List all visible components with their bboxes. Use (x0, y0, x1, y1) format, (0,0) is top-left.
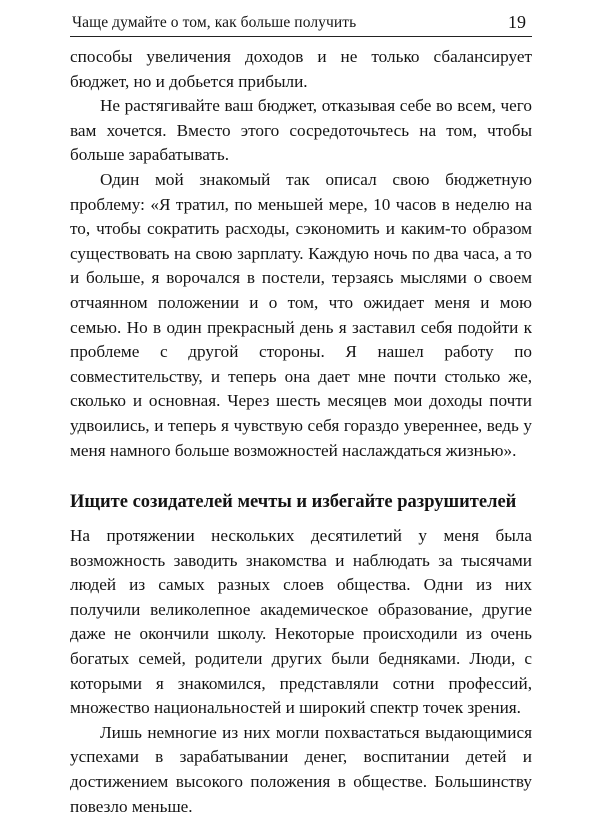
paragraph-few-succeeded: Лишь немногие из них могли похвастаться выдающимися успехами в зарабатывании денег, воспитании детей и достижением высокого положения в обществе. Большинству повезло меньше. (70, 722, 532, 816)
paragraph-continuation: способы увеличения доходов и не только сбалансирует бюджет, но и добьется прибыли. (70, 47, 532, 91)
running-header-title: Чаще думайте о том, как больше получить (72, 14, 357, 31)
book-page (70, 0, 532, 819)
paragraph-budget-advice: Не растягивайте ваш бюджет, отказывая себе во всем, чего вам хочется. Вместо этого сосредоточьтесь на том, чтобы больше зарабатывать. (70, 96, 532, 165)
paragraph-friend-story: Один мой знакомый так описал свою бюджетную проблему: «Я тратил, по меньшей мере, 10 часов в неделю на то, чтобы сократить расходы, сэкономить и каким-то образом существовать на свою зарплату. Каждую ночь по два часа, а то и больше, я ворочался в постели, терзаясь мыслями о своем отчаянном положении и о том, что ожидает меня и мою семью. Но в один прекрасный день я заставил себя подойти к проблеме с другой стороны. Я нашел работу по совместительству, и теперь она дает мне почти столько же, сколько и основная. Через шесть месяцев мои доходы почти удвоились, и теперь я чувствую себя гораздо увереннее, ведь у меня намного больше возможностей наслаждаться жизнью». (70, 169, 532, 460)
running-header (70, 6, 532, 37)
section-heading: Ищите созидателей мечты и избегайте разрушителей (70, 492, 517, 513)
page-number: 19 (508, 12, 526, 32)
page-body (70, 45, 532, 819)
paragraph-observations: На протяжении нескольких десятилетий у меня была возможность заводить знакомства и наблюдать за тысячами людей из самых разных слоев общества. Одни из них получили великолепное академическое образование, другие даже не окончили школу. Некоторые происходили из очень богатых семей, родители других были бедняками. Люди, с которыми я знакомился, представляли сотни профессий, множество национальностей и широкий спектр точек зрения. (70, 526, 532, 718)
